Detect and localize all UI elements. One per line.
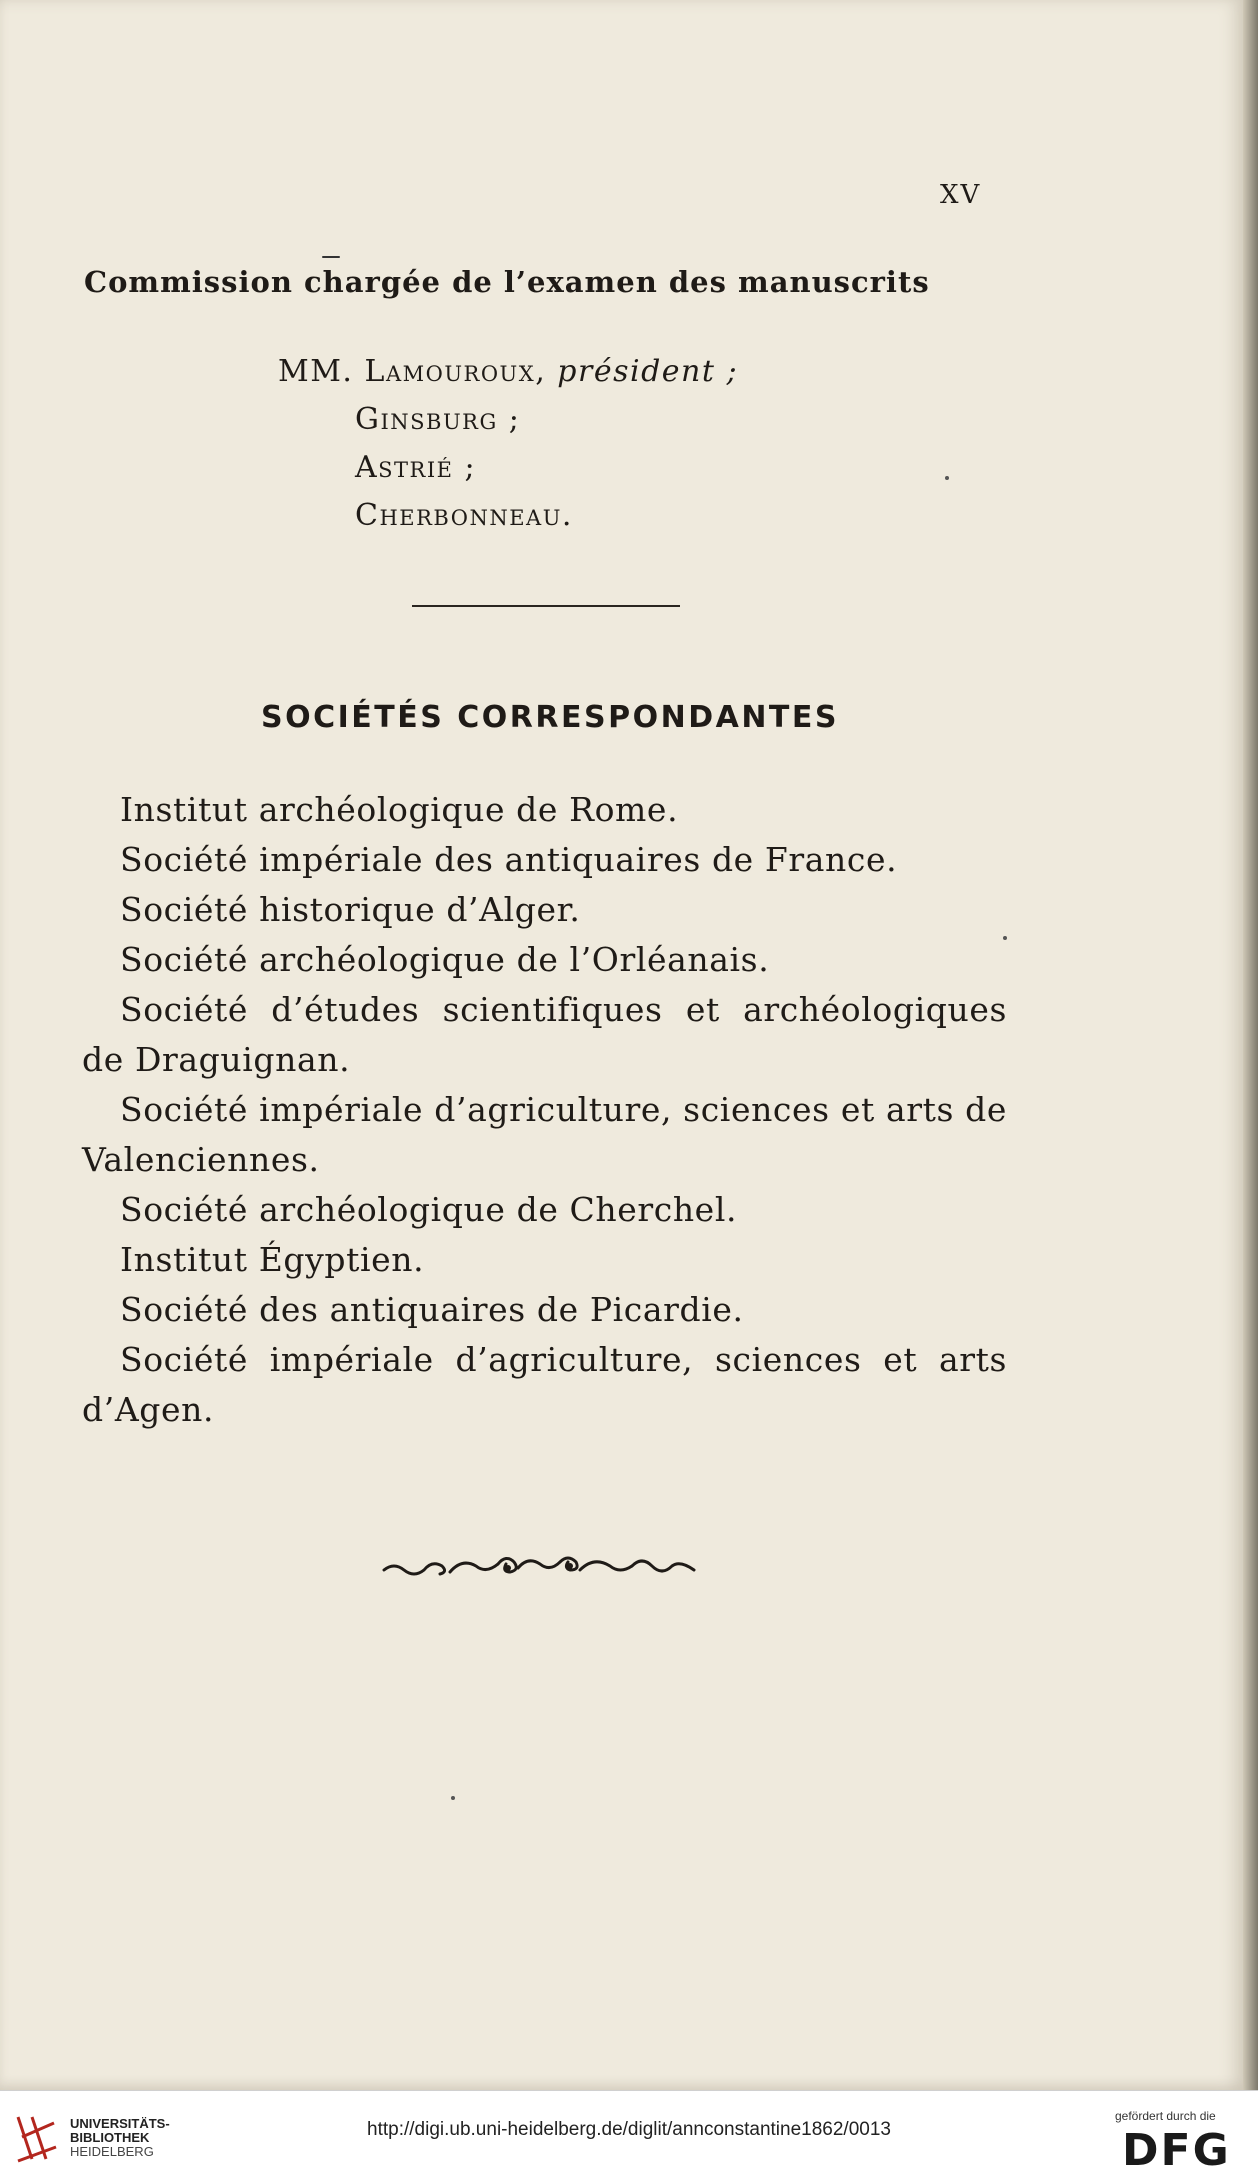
member-name: Cherbonneau. (355, 498, 573, 533)
member-name: Ginsburg ; (355, 402, 521, 437)
member-role: président ; (557, 354, 739, 389)
paper-speck (945, 476, 949, 480)
society-entry: Société impériale d’agriculture, sciences et arts d’Agen. (82, 1340, 1007, 1429)
library-name-line: BIBLIOTHEK (70, 2130, 150, 2145)
society-entry: Institut archéologique de Rome. (120, 790, 679, 829)
society-entry: Société d’études scientifiques et archéologiques de Draguignan. (82, 990, 1007, 1079)
society-entry: Société des antiquaires de Picardie. (120, 1290, 744, 1329)
member-line (278, 444, 738, 492)
library-name-line: UNIVERSITÄTS- (70, 2116, 170, 2131)
commission-title: Commission chargée de l’examen des manuscrits (84, 265, 930, 299)
society-entry: Société historique d’Alger. (120, 890, 581, 929)
permalink-url[interactable]: http://digi.ub.uni-heidelberg.de/diglit/annconstantine1862/0013 (367, 2119, 891, 2140)
paper-speck (322, 256, 340, 258)
dfg-logo: DFG (1122, 2125, 1231, 2176)
society-entry: Société impériale d’agriculture, sciences et arts de Valenciennes. (82, 1090, 1007, 1179)
section-divider (412, 605, 680, 607)
paper-speck (451, 1796, 455, 1800)
society-entry: Institut Égyptien. (120, 1240, 425, 1279)
ornament-flourish-icon (380, 1548, 700, 1588)
commission-members (278, 348, 738, 540)
section-title: SOCIÉTÉS CORRESPONDANTES (261, 700, 839, 735)
member-line: MM. Lamouroux, président ; (278, 354, 739, 389)
funding-caption: gefördert durch die (1115, 2109, 1216, 2123)
society-entry: Société archéologique de Cherchel. (120, 1190, 738, 1229)
member-name: Astrié ; (355, 450, 477, 485)
member-line (278, 396, 738, 444)
page-edge (1243, 0, 1258, 2090)
society-entry: Société impériale des antiquaires de France. (120, 840, 898, 879)
page-number: XV (940, 180, 982, 210)
member-line (278, 492, 738, 540)
society-entry: Société archéologique de l’Orléanais. (120, 940, 770, 979)
societies-list (82, 785, 1007, 1435)
footer-bar (0, 2090, 1258, 2182)
paper-speck (1003, 936, 1007, 940)
library-name-line: HEIDELBERG (70, 2144, 154, 2159)
member-prefix: MM. (278, 354, 365, 389)
member-name: Lamouroux (364, 354, 536, 389)
